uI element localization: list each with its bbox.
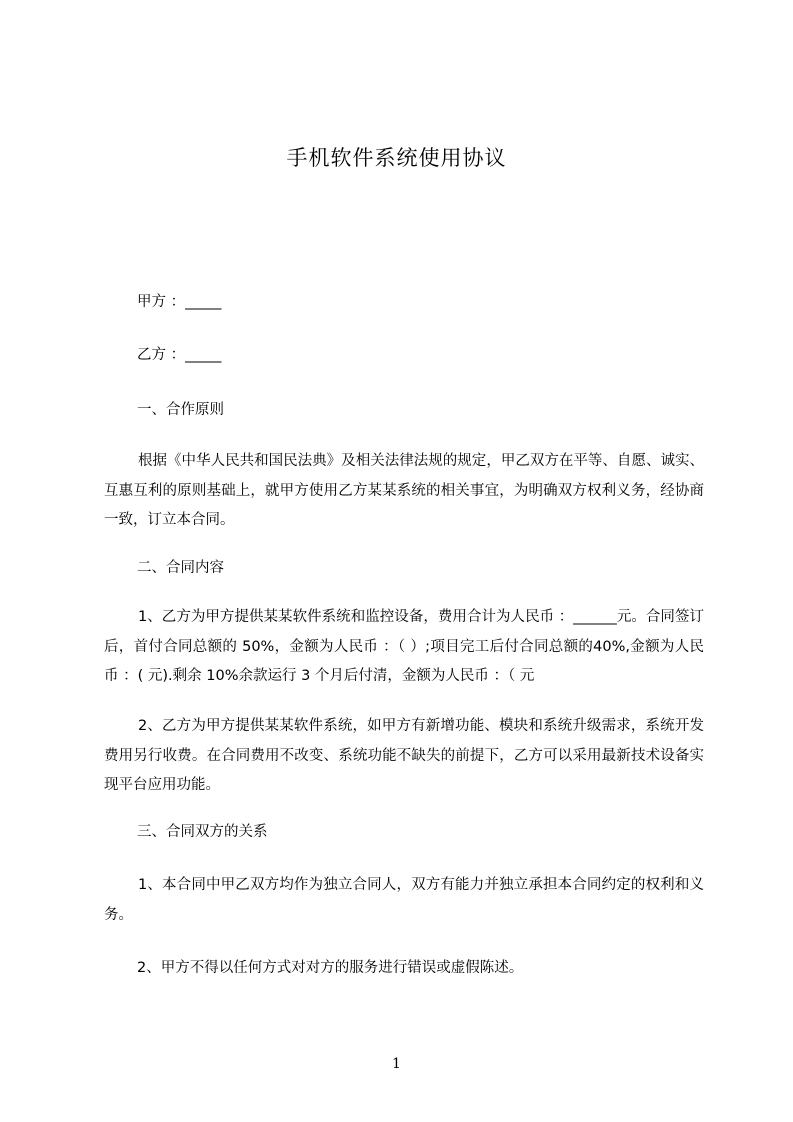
party-a-line: 甲方 ：_____ bbox=[137, 294, 222, 310]
section3-heading: 三、合同双方的关系 bbox=[137, 824, 268, 840]
section2-item1: 1、乙方为甲方提供某某软件系统和监控设备，费用合计为人民币 ：______元。合同签订后，首付合同总额的 50%，金额为人民币 ：（ ）;项目完工后付合同总额的40%,金额为人民币 ：( 元).剩余 10%余款运行 3 个月后付清，金额为人民币 ：（ 元 bbox=[104, 609, 704, 684]
party-b-line: 乙方 ：_____ bbox=[137, 347, 222, 363]
section2-heading: 二、合同内容 bbox=[137, 560, 224, 576]
section1-heading: 一、合作原则 bbox=[137, 402, 224, 418]
section3-item2: 2、甲方不得以任何方式对对方的服务进行错误或虚假陈述。 bbox=[137, 960, 524, 976]
section1-paragraph: 根据《中华人民共和国民法典》及相关法律法规的规定，甲乙双方在平等、自愿、诚实、互惠互利的原则基础上，就甲方使用乙方某某系统的相关事宜，为明确双方权利义务，经协商一致，订立本合同。 bbox=[104, 453, 704, 528]
page-number: 1 bbox=[392, 1056, 401, 1072]
section2-item2: 2、乙方为甲方提供某某软件系统，如甲方有新增功能、模块和系统升级需求，系统开发费用另行收费。在合同费用不改变、系统功能不缺失的前提下，乙方可以采用最新技术设备实现平台应用功能。 bbox=[104, 718, 704, 793]
section3-item1: 1、本合同中甲乙双方均作为独立合同人，双方有能力并独立承担本合同约定的权利和义务。 bbox=[104, 877, 704, 923]
document-title: 手机软件系统使用协议 bbox=[286, 146, 507, 170]
